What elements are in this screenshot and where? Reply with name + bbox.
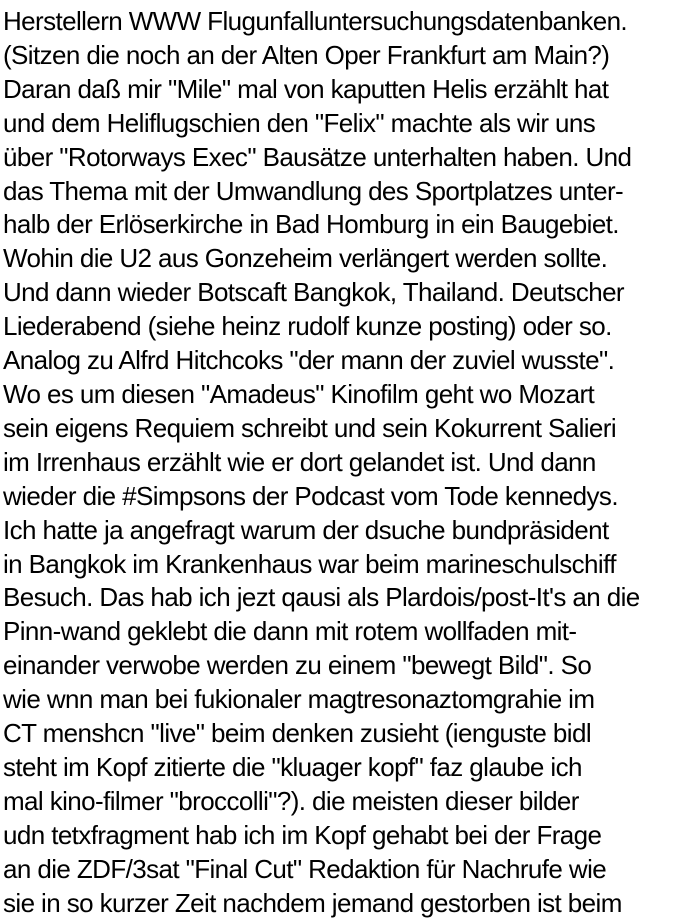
text-line: und dem Heliflugschien den "Felix" machte als wir uns <box>3 107 596 138</box>
text-line: Daran daß mir "Mile" mal von kaputten Helis erzählt hat <box>3 73 609 104</box>
text-line: das Thema mit der Umwandlung des Sportplatzes unter- <box>3 175 624 206</box>
text-line: Und dann wieder Botscaft Bangkok, Thailand. Deutscher <box>3 277 624 308</box>
text-line: mal kino-filmer "broccolli"?). die meisten dieser bilder <box>3 785 579 816</box>
text-line: Wo es um diesen "Amadeus" Kinofilm geht wo Mozart <box>3 378 595 409</box>
text-line: udn tetxfragment hab ich im Kopf gehabt bei der Frage <box>3 819 602 850</box>
text-body <box>3 5 684 920</box>
text-line: wieder die #Simpsons der Podcast vom Tode kennedys. <box>3 480 618 511</box>
text-line: einander verwobe werden zu einem "bewegt Bild". So <box>3 650 592 681</box>
text-line: über "Rotorways Exec" Bausätze unterhalten haben. Und <box>3 141 632 172</box>
text-line: Ich hatte ja angefragt warum der dsuche bundpräsident <box>3 514 609 545</box>
text-line: steht im Kopf zitierte die "kluager kopf" faz glaube ich <box>3 751 582 782</box>
text-line: Liederabend (siehe heinz rudolf kunze posting) oder so. <box>3 311 612 342</box>
text-line: (Sitzen die noch an der Alten Oper Frankfurt am Main?) <box>3 39 610 70</box>
text-line: Pinn-wand geklebt die dann mit rotem wollfaden mit- <box>3 616 577 647</box>
text-line: Herstellern WWW Flugunfalluntersuchungsdatenbanken. <box>3 6 628 36</box>
text-line: halb der Erlöserkirche in Bad Homburg in ein Baugebiet. <box>3 209 619 240</box>
text-line: Wohin die U2 aus Gonzeheim verlängert werden sollte. <box>3 243 608 274</box>
text-line: sie in so kurzer Zeit nachdem jemand gestorben ist beim <box>3 887 622 918</box>
text-line: CT menshcn "live" beim denken zusieht (ienguste bidl <box>3 718 591 749</box>
text-line: Analog zu Alfrd Hitchcoks "der mann der zuviel wusste". <box>3 345 615 376</box>
text-line: an die ZDF/3sat "Final Cut" Redaktion für Nachrufe wie <box>3 853 607 884</box>
text-line: Besuch. Das hab ich jezt qausi als Plardois/post-It's an die <box>3 582 640 613</box>
text-line: im Irrenhaus erzählt wie er dort gelandet ist. Und dann <box>3 446 596 477</box>
text-line: in Bangkok im Krankenhaus war beim marineschulschiff <box>3 548 616 579</box>
text-line: wie wnn man bei fukionaler magtresonaztomgrahie im <box>3 684 595 715</box>
text-line: sein eigens Requiem schreibt und sein Kokurrent Salieri <box>3 412 617 443</box>
